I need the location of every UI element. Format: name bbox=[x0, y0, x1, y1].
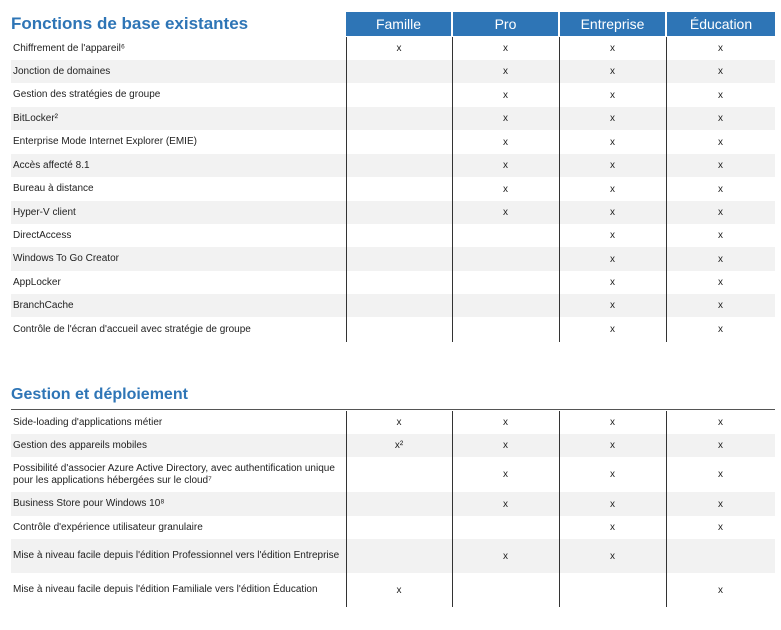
mark-cell-education: x bbox=[718, 253, 723, 265]
mark-cell-education: x bbox=[718, 183, 723, 195]
feature-label: Possibilité d'associer Azure Active Directory, avec authentification unique pour les applications hébergées sur le cloud⁷ bbox=[13, 462, 335, 486]
mark-cell-education: x bbox=[718, 160, 723, 171]
column-header-pro: Pro bbox=[453, 12, 558, 36]
feature-label: Accès affecté 8.1 bbox=[13, 159, 90, 171]
mark-cell-entreprise: x bbox=[610, 277, 615, 288]
mark-cell-entreprise: x bbox=[610, 522, 615, 533]
section2-header bbox=[0, 382, 781, 410]
mark-cell-famille bbox=[346, 154, 452, 177]
table-row bbox=[11, 492, 775, 516]
mark-cell-pro: x bbox=[503, 440, 508, 451]
mark-cell-pro bbox=[452, 294, 559, 317]
mark-cell-education: x bbox=[718, 277, 723, 288]
mark-cell-famille bbox=[346, 107, 452, 130]
section1-table bbox=[11, 37, 775, 342]
mark-cell-pro: x bbox=[503, 417, 508, 428]
mark-cell-education: x bbox=[718, 66, 723, 77]
feature-label: Gestion des appareils mobiles bbox=[13, 439, 147, 451]
feature-label: Bureau à distance bbox=[13, 183, 94, 194]
mark-cell-famille bbox=[346, 457, 452, 492]
mark-cell-entreprise: x bbox=[610, 440, 615, 451]
mark-cell-pro: x bbox=[503, 183, 508, 195]
mark-cell-entreprise bbox=[559, 573, 666, 607]
mark-cell-education: x bbox=[718, 207, 723, 218]
table-row bbox=[11, 60, 775, 83]
mark-cell-entreprise: x bbox=[610, 160, 615, 171]
table-row bbox=[11, 317, 775, 342]
mark-cell-entreprise: x bbox=[610, 498, 615, 510]
feature-label: Business Store pour Windows 10⁸ bbox=[13, 498, 165, 509]
feature-label: Jonction de domaines bbox=[13, 65, 111, 77]
mark-cell-education: x bbox=[718, 324, 723, 335]
mark-cell-famille bbox=[346, 317, 452, 342]
table-row bbox=[11, 201, 775, 224]
mark-cell-famille bbox=[346, 492, 452, 516]
mark-cell-famille bbox=[346, 177, 452, 201]
mark-cell-education: x bbox=[718, 113, 723, 124]
mark-cell-pro: x bbox=[503, 136, 508, 148]
section1-header bbox=[0, 12, 781, 36]
column-header-education: Éducation bbox=[667, 12, 775, 36]
table-row bbox=[11, 573, 775, 607]
mark-cell-education: x bbox=[718, 584, 723, 596]
table-row bbox=[11, 539, 775, 573]
mark-cell-pro bbox=[452, 516, 559, 539]
table-row bbox=[11, 516, 775, 539]
mark-cell-pro: x bbox=[503, 113, 508, 124]
feature-label: Hyper-V client bbox=[13, 206, 76, 218]
feature-label: Mise à niveau facile depuis l'édition Professionnel vers l'édition Entreprise bbox=[13, 550, 340, 561]
mark-cell-education: x bbox=[718, 230, 723, 241]
mark-cell-education: x bbox=[718, 498, 723, 510]
mark-cell-pro: x bbox=[503, 66, 508, 77]
mark-cell-pro: x bbox=[503, 469, 508, 480]
section2-title: Gestion et déploiement bbox=[11, 386, 188, 403]
mark-cell-famille bbox=[346, 271, 452, 294]
table-row bbox=[11, 154, 775, 177]
feature-label: Enterprise Mode Internet Explorer (EMIE) bbox=[13, 136, 197, 147]
column-divider bbox=[666, 37, 667, 342]
table-row bbox=[11, 247, 775, 271]
mark-cell-famille: x² bbox=[394, 440, 404, 451]
mark-cell-famille bbox=[346, 83, 452, 107]
feature-label: Contrôle d'expérience utilisateur granulaire bbox=[13, 521, 203, 533]
mark-cell-entreprise: x bbox=[610, 89, 615, 101]
table-row bbox=[11, 130, 775, 154]
mark-cell-pro: x bbox=[503, 550, 508, 562]
mark-cell-education: x bbox=[718, 89, 723, 101]
mark-cell-education bbox=[666, 539, 775, 573]
mark-cell-entreprise: x bbox=[610, 469, 615, 480]
column-divider bbox=[559, 37, 560, 342]
feature-label: DirectAccess bbox=[13, 229, 72, 241]
mark-cell-entreprise: x bbox=[610, 207, 615, 218]
feature-label: Windows To Go Creator bbox=[13, 253, 119, 264]
mark-cell-pro bbox=[452, 224, 559, 247]
mark-cell-education: x bbox=[718, 136, 723, 148]
table-row bbox=[11, 107, 775, 130]
table-row bbox=[11, 457, 775, 492]
mark-cell-education: x bbox=[718, 440, 723, 451]
mark-cell-famille bbox=[346, 60, 452, 83]
column-divider bbox=[346, 37, 347, 342]
section1-title: Fonctions de base existantes bbox=[11, 14, 249, 33]
mark-cell-pro: x bbox=[503, 498, 508, 510]
mark-cell-education: x bbox=[718, 522, 723, 533]
mark-cell-famille bbox=[346, 130, 452, 154]
mark-cell-entreprise: x bbox=[610, 253, 615, 265]
mark-cell-famille bbox=[346, 539, 452, 573]
mark-cell-entreprise: x bbox=[610, 183, 615, 195]
mark-cell-famille: x bbox=[396, 417, 402, 428]
mark-cell-pro bbox=[452, 573, 559, 607]
mark-cell-famille: x bbox=[396, 43, 402, 54]
mark-cell-pro: x bbox=[503, 89, 508, 101]
mark-cell-famille bbox=[346, 224, 452, 247]
mark-cell-pro bbox=[452, 317, 559, 342]
feature-label: BranchCache bbox=[13, 299, 74, 311]
mark-cell-famille: x bbox=[396, 584, 402, 596]
table-row bbox=[11, 411, 775, 434]
table-row bbox=[11, 37, 775, 60]
mark-cell-entreprise: x bbox=[610, 417, 615, 428]
mark-cell-pro bbox=[452, 271, 559, 294]
mark-cell-education: x bbox=[718, 300, 723, 311]
table-row bbox=[11, 271, 775, 294]
column-divider bbox=[559, 411, 560, 607]
column-header-famille: Famille bbox=[346, 12, 451, 36]
mark-cell-famille bbox=[346, 247, 452, 271]
mark-cell-entreprise: x bbox=[610, 43, 615, 54]
mark-cell-entreprise: x bbox=[610, 230, 615, 241]
mark-cell-entreprise: x bbox=[610, 324, 615, 335]
mark-cell-entreprise: x bbox=[610, 113, 615, 124]
feature-label: BitLocker² bbox=[13, 112, 59, 124]
feature-label: Side-loading d'applications métier bbox=[13, 416, 163, 428]
feature-label: Mise à niveau facile depuis l'édition Familiale vers l'édition Éducation bbox=[13, 584, 318, 595]
mark-cell-famille bbox=[346, 516, 452, 539]
mark-cell-entreprise: x bbox=[610, 550, 615, 562]
feature-label: Chiffrement de l'appareil⁶ bbox=[13, 42, 126, 54]
column-header-entreprise: Entreprise bbox=[560, 12, 665, 36]
mark-cell-education: x bbox=[718, 43, 723, 54]
mark-cell-pro: x bbox=[503, 43, 508, 54]
table-row bbox=[11, 83, 775, 107]
column-divider bbox=[346, 411, 347, 607]
mark-cell-education: x bbox=[718, 417, 723, 428]
mark-cell-pro: x bbox=[503, 160, 508, 171]
section2-table bbox=[11, 411, 775, 607]
feature-label: Gestion des stratégies de groupe bbox=[13, 89, 161, 100]
table-row bbox=[11, 177, 775, 201]
table-row bbox=[11, 294, 775, 317]
mark-cell-famille bbox=[346, 201, 452, 224]
mark-cell-entreprise: x bbox=[610, 300, 615, 311]
mark-cell-pro: x bbox=[503, 207, 508, 218]
mark-cell-famille bbox=[346, 294, 452, 317]
section2-rule bbox=[11, 409, 775, 410]
column-divider bbox=[452, 411, 453, 607]
table-row bbox=[11, 224, 775, 247]
mark-cell-entreprise: x bbox=[610, 136, 615, 148]
mark-cell-entreprise: x bbox=[610, 66, 615, 77]
feature-label: Contrôle de l'écran d'accueil avec stratégie de groupe bbox=[13, 323, 251, 335]
mark-cell-pro bbox=[452, 247, 559, 271]
column-divider bbox=[666, 411, 667, 607]
table-row bbox=[11, 434, 775, 457]
column-divider bbox=[452, 37, 453, 342]
feature-label: AppLocker bbox=[13, 276, 61, 288]
mark-cell-education: x bbox=[718, 469, 723, 480]
